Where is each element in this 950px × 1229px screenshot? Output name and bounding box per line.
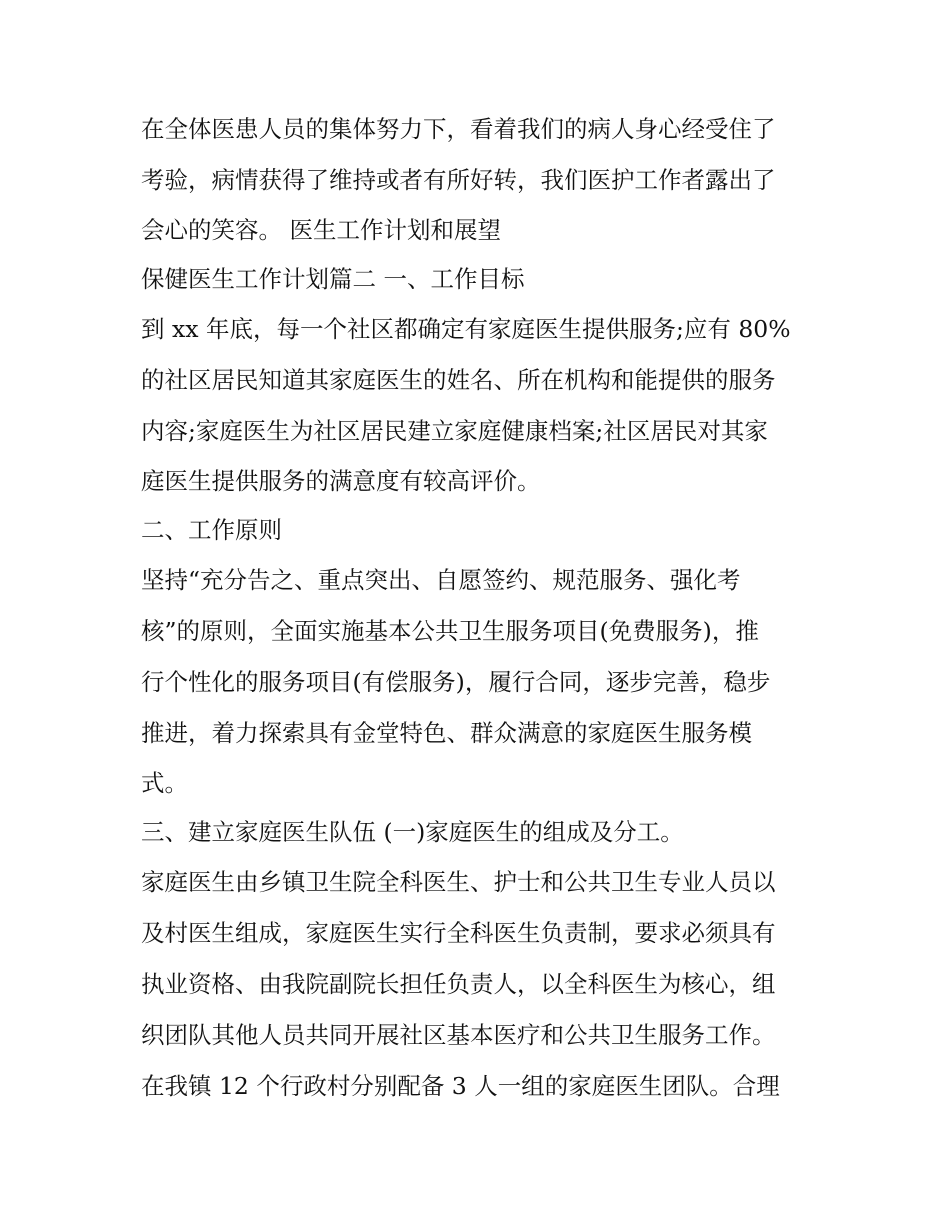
text-line: 核”的原则，全面实施基本公共卫生服务项目(免费服务)，推 [141,617,759,645]
text-line: 家庭医生由乡镇卫生院全科医生、护士和公共卫生专业人员以 [141,868,776,896]
text-line: 在全体医患人员的集体努力下，看着我们的病人身心经受住了 [141,115,776,143]
section-heading: 二、工作原则 [141,516,282,544]
text-line: 行个性化的服务项目(有偿服务)，履行合同，逐步完善，稳步 [141,668,771,696]
text-line: 在我镇 12 个行政村分别配备 3 人一组的家庭医生团队。合理 [141,1072,780,1100]
text-line: 织团队其他人员共同开展社区基本医疗和公共卫生服务工作。 [141,1021,776,1049]
body-text [141,104,813,1112]
text-line: 考验，病情获得了维持或者有所好转，我们医护工作者露出了 [141,166,776,194]
text-line: 坚持“充分告之、重点突出、自愿签约、规范服务、强化考 [141,566,741,594]
section-heading: 三、建立家庭医生队伍 (一)家庭医生的组成及分工。 [141,818,684,846]
text-line: 内容;家庭医生为社区居民建立家庭健康档案;社区居民对其家 [141,417,768,445]
text-line: 到 xx 年底，每一个社区都确定有家庭医生提供服务;应有 80% [141,315,791,343]
section-heading: 保健医生工作计划篇二 一、工作目标 [141,265,525,293]
text-line: 庭医生提供服务的满意度有较高评价。 [141,467,541,495]
text-line: 执业资格、由我院副院长担任负责人，以全科医生为核心，组 [141,970,776,998]
text-line: 会心的笑容。 医生工作计划和展望 [141,216,501,244]
text-line: 及村医生组成，家庭医生实行全科医生负责制，要求必须具有 [141,919,776,947]
text-line: 的社区居民知道其家庭医生的姓名、所在机构和能提供的服务 [141,366,776,394]
text-line: 式。 [141,769,188,797]
text-line: 推进，着力探索具有金堂特色、群众满意的家庭医生服务模 [141,719,752,747]
